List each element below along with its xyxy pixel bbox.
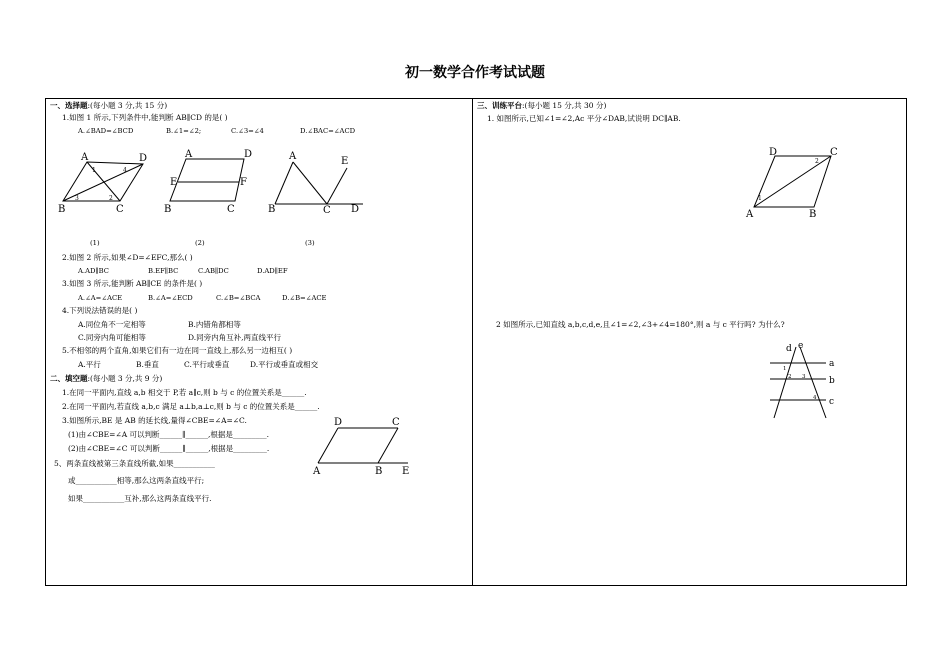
section1-header [50, 101, 167, 111]
fig2-label-e: E [170, 177, 178, 188]
section3-note: :(每小题 15 分,共 30 分) [522, 101, 607, 110]
s1-q2: 2.如图 2 所示,如果∠D=∠EFC,那么( ) [62, 253, 193, 262]
s1-q5-opt-d: D.平行或垂直或相交 [250, 360, 319, 369]
s3-fig2-label-b: b [829, 376, 835, 386]
s3-fig1-label-b: B [809, 209, 817, 220]
fig1-angle-3: 3 [75, 195, 79, 202]
s1-q2-opt-d: D.AD∥EF [257, 267, 288, 275]
s1-q3: 3.如图 3 所示,能判断 AB∥CE 的条件是( ) [62, 279, 203, 288]
s2-q3-b: (2)由∠CBE=∠C 可以判断______∥______,根据是_________. [68, 444, 270, 453]
fig-caption-3: (3) [305, 239, 315, 247]
page-title: 初一数学合作考试试题 [405, 65, 545, 81]
section2-header [50, 374, 162, 384]
fig2-label-b: B [164, 204, 172, 215]
fig-caption-1: (1) [90, 239, 100, 247]
s1-q2-opt-c: C.AB∥DC [198, 267, 229, 275]
section3-header [477, 101, 606, 111]
s2-fig-label-e: E [402, 466, 410, 477]
figure-2 [163, 148, 263, 218]
s2-fig-label-b: B [375, 466, 383, 477]
s1-q5: 5.不相邻的两个直角,如果它们有一边在同一直线上,那么另一边相互( ) [62, 346, 293, 355]
s2-q3: 3.如图所示,BE 是 AB 的延长线,量得∠CBE=∠A=∠C. [62, 416, 247, 425]
fig1-label-d: D [139, 153, 148, 164]
s2-q5-c: 如果___________互补,那么这两条直线平行. [68, 494, 212, 503]
s2-q5: 5、两条直线被第三条直线所截,如果___________ [54, 459, 215, 468]
column-divider [472, 98, 473, 586]
s1-q4: 4.下列说法错误的是( ) [62, 306, 138, 315]
s1-q3-opt-b: B.∠A=∠ECD [148, 294, 193, 302]
s3-fig2-label-d: d [786, 344, 792, 354]
section1-heading: 一、选择题 [50, 101, 88, 110]
s1-q1-opt-d: D.∠BAC=∠ACD [300, 127, 356, 135]
s1-q3-opt-a: A.∠A=∠ACE [78, 294, 123, 302]
s2-fig-label-a: A [313, 466, 321, 477]
s1-q1: 1.如图 1 所示,下列条件中,能判断 AB∥CD 的是( ) [62, 113, 228, 122]
s1-q4-opt-b: B.内错角都相等 [188, 320, 241, 329]
s3-q1: 1. 如图所示,已知∠1=∠2,Ac 平分∠DAB,试说明 DC∥AB. [487, 114, 681, 123]
fig2-label-d: D [244, 149, 253, 160]
s1-q4-opt-a: A.同位角不一定相等 [78, 320, 146, 329]
s3-fig1-angle-2: 2 [815, 158, 819, 165]
section1-note: :(每小题 3 分,共 15 分) [87, 101, 168, 110]
fig2-label-c: C [227, 204, 235, 215]
s3-fig2-label-a: a [829, 359, 835, 369]
s1-q2-opt-a: A.AD∥BC [78, 267, 109, 275]
s1-q5-opt-c: C.平行或垂直 [184, 360, 230, 369]
s3-fig2-angle-1: 1 [783, 366, 787, 372]
s1-q4-opt-c: C.同旁内角可能相等 [78, 333, 146, 342]
figure-1 [55, 148, 155, 218]
s3-fig2-label-e: e [798, 341, 804, 351]
figure-3 [265, 148, 375, 218]
s2-fig-label-d: D [334, 417, 343, 428]
s1-q1-opt-a: A.∠BAD=∠BCD [78, 127, 134, 135]
s1-q5-opt-a: A.平行 [78, 360, 101, 369]
s3-fig1-angle-1: 1 [758, 195, 762, 202]
fig3-label-d: D [351, 204, 360, 215]
fig1-label-b: B [58, 204, 66, 215]
s3-q2: 2 如图所示,已知直线 a,b,c,d,e,且∠1=∠2,∠3+∠4=180°,则 a 与 c 平行吗? 为什么? [496, 320, 785, 329]
fig-caption-2: (2) [195, 239, 205, 247]
s3-figure-2 [760, 338, 850, 423]
s3-fig2-angle-2: 2 [788, 374, 792, 380]
fig3-label-a: A [289, 151, 297, 162]
fig1-angle-4: 4 [123, 167, 127, 174]
s3-fig2-angle-4: 4 [813, 395, 817, 401]
s2-q5-b: 或___________相等,那么这两条直线平行; [68, 476, 205, 485]
section2-note: :(每小题 3 分,共 9 分) [87, 374, 163, 383]
s3-fig2-angle-3: 3 [802, 374, 806, 380]
s1-q2-opt-b: B.EF∥BC [148, 267, 179, 275]
s3-fig1-label-a: A [746, 209, 754, 220]
s3-fig1-label-c: C [830, 147, 838, 158]
fig2-label-a: A [185, 149, 193, 160]
s2-q2: 2.在同一平面内,若直线 a,b,c 满足 a⊥b,a⊥c,则 b 与 c 的位置关系是______. [62, 402, 320, 411]
fig3-label-e: E [341, 156, 349, 167]
fig1-angle-2: 2 [109, 195, 113, 202]
fig1-label-a: A [81, 152, 89, 163]
fig2-label-f: F [240, 177, 247, 188]
s1-q4-opt-d: D.同旁内角互补,两直线平行 [188, 333, 282, 342]
s1-q1-opt-c: C.∠3=∠4 [231, 127, 264, 135]
fig1-label-c: C [116, 204, 124, 215]
s1-q3-opt-c: C.∠B=∠BCA [216, 294, 261, 302]
s2-q1: 1.在同一平面内,直线 a,b 相交于 P,若 a∥c,则 b 与 c 的位置关系是______. [62, 388, 307, 397]
s2-q3-a: (1)由∠CBE=∠A 可以判断______∥______,根据是_________. [68, 430, 269, 439]
s2-figure [310, 413, 415, 478]
fig3-label-b: B [268, 204, 276, 215]
fig1-angle-1: 1 [92, 167, 96, 174]
section3-heading: 三、训练平台 [477, 101, 522, 110]
s2-fig-label-c: C [392, 417, 400, 428]
s3-fig2-label-c: c [829, 397, 835, 407]
fig3-label-c: C [323, 205, 331, 216]
s3-fig1-label-d: D [769, 147, 778, 158]
s3-figure-1 [738, 144, 848, 224]
s1-q5-opt-b: B.垂直 [136, 360, 159, 369]
s1-q1-opt-b: B.∠1=∠2; [166, 127, 202, 135]
s1-q3-opt-d: D.∠B=∠ACE [282, 294, 327, 302]
section2-heading: 二、填空题 [50, 374, 88, 383]
